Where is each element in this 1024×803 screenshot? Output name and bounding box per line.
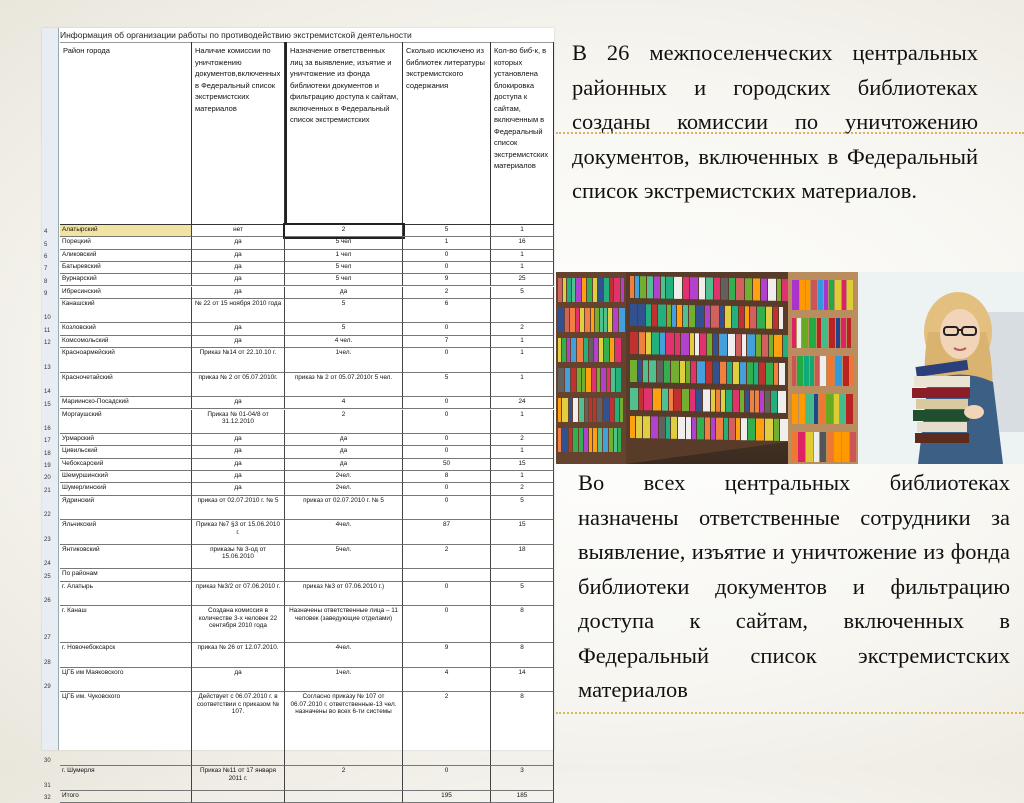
- table-cell-c: 0: [403, 446, 491, 458]
- book-spine: [834, 394, 839, 424]
- table-cell-d: 5: [491, 496, 554, 521]
- table-cell-c: 0: [403, 397, 491, 409]
- table-cell-name: Янтиковский: [60, 545, 192, 570]
- table-cell-b: 2: [285, 766, 403, 791]
- table-cell-c: [403, 569, 491, 581]
- table-cell-name: Красночетайский: [60, 373, 192, 398]
- table-cell-d: 5: [491, 582, 554, 607]
- table-cell-name: Цивильский: [60, 446, 192, 458]
- table-cell-name: Яльчикский: [60, 520, 192, 545]
- table-cell-c: 0: [403, 410, 491, 435]
- table-cell-a: да: [192, 434, 285, 446]
- table-cell-name: Комсомольский: [60, 336, 192, 348]
- book-spine: [842, 432, 849, 462]
- book-spine: [811, 280, 817, 310]
- shelves-illustration: [556, 272, 788, 464]
- table-cell-c: 5: [403, 225, 491, 237]
- header-blocked: Кол-во биб-к, в которых установлена блокировка доступа к сайтам, включенным в Федеральный список экстремистских материалов: [491, 42, 554, 225]
- table-cell-name: г. Алатырь: [60, 582, 192, 607]
- spreadsheet-image: [42, 28, 554, 802]
- book-spine: [806, 432, 813, 462]
- table-cell-name: Итого: [60, 791, 192, 803]
- table-cell-name: Моргаушский: [60, 410, 192, 435]
- row-number: 17: [44, 438, 51, 445]
- row-number: 24: [44, 561, 51, 568]
- book-spine: [847, 280, 853, 310]
- book-spine: [814, 432, 819, 462]
- book-spine: [818, 280, 823, 310]
- book-spine: [802, 318, 808, 348]
- row-number: 11: [44, 327, 51, 334]
- book-spine: [804, 356, 809, 386]
- table-cell-d: 3: [491, 766, 554, 791]
- table-cell-b: 5 чел: [285, 262, 403, 274]
- row-number: 19: [44, 463, 51, 469]
- book-spine: [797, 356, 803, 386]
- table-cell-b: 4чел.: [285, 643, 403, 668]
- table-cell-a: да: [192, 668, 285, 693]
- table-cell-b: приказ №3 от 07.06.2010 г.): [285, 582, 403, 607]
- row-number: 10: [44, 315, 51, 322]
- table-cell-d: [491, 569, 554, 581]
- table-cell-a: да: [192, 250, 285, 262]
- table-cell-c: 2: [403, 545, 491, 570]
- table-cell-c: 0: [403, 323, 491, 335]
- table-cell-name: Урмарский: [60, 434, 192, 446]
- table-cell-name: Шумерлинский: [60, 483, 192, 495]
- book-spine: [814, 394, 818, 424]
- row-number: 7: [44, 266, 48, 273]
- table-cell-name: г. Новочебоксарск: [60, 643, 192, 668]
- book-spine: [792, 394, 798, 424]
- table-cell-name: Аликовский: [60, 250, 192, 262]
- table-cell-d: 1: [491, 348, 554, 373]
- paragraph-responsible-staff: Во всех центральных библиотеках назначены ответственные сотрудники за выявление, изъятие и уничтожение из фонда библиотеки документов и фильтрацию доступа к сайтам, включенных в Федеральный список экстремистских материалов: [578, 470, 1010, 702]
- book-spine: [842, 280, 846, 310]
- table-cell-c: 5: [403, 373, 491, 398]
- table-cell-c: 1: [403, 237, 491, 249]
- table-cell-d: 1: [491, 410, 554, 435]
- book-spine: [827, 356, 834, 386]
- book-spine: [836, 318, 840, 348]
- table-cell-b: 4чел.: [285, 520, 403, 545]
- table-cell-b: приказ № 2 от 05.07.2010г 5 чел.: [285, 373, 403, 398]
- table-cell-name: Красноармейский: [60, 348, 192, 373]
- book-spine: [846, 394, 853, 424]
- book-spine: [826, 394, 833, 424]
- table-cell-a: да: [192, 262, 285, 274]
- table-cell-b: 1 чел: [285, 250, 403, 262]
- row-number: 22: [44, 512, 51, 519]
- table-cell-c: 0: [403, 434, 491, 446]
- table-cell-d: 18: [491, 545, 554, 570]
- table-cell-a: Приказ №7 §3 от 15.06.2010 г.: [192, 520, 285, 545]
- row-numbers-column: [42, 28, 59, 802]
- table-cell-b: 4: [285, 397, 403, 409]
- table-cell-name: Алатырский: [60, 225, 192, 237]
- table-cell-a: да: [192, 483, 285, 495]
- row-number: 8: [44, 278, 48, 285]
- table-cell-name: Батыревский: [60, 262, 192, 274]
- table-cell-d: 15: [491, 459, 554, 471]
- book-spine: [820, 356, 826, 386]
- row-number: 12: [44, 340, 51, 346]
- table-cell-d: 1: [491, 262, 554, 274]
- book-spine: [792, 356, 796, 386]
- row-number: 4: [44, 229, 48, 236]
- table-cell-b: 1чел.: [285, 348, 403, 373]
- row-number: 21: [44, 487, 51, 494]
- table-cell-c: 0: [403, 766, 491, 791]
- table-cell-d: 2: [491, 483, 554, 495]
- table-cell-d: 1: [491, 336, 554, 348]
- divider-dots-bottom: [556, 712, 1024, 714]
- table-cell-c: 9: [403, 643, 491, 668]
- table-cell-d: [491, 299, 554, 324]
- table-cell-a: Приказ №11 от 17 января 2011 г.: [192, 766, 285, 791]
- book-spine: [847, 318, 851, 348]
- header-commission: Наличие комиссии по уничтожению документов,включенных в Федеральный список экстремистских материалов: [192, 42, 285, 225]
- table-cell-name: ЦГБ им. Чуковского: [60, 692, 192, 766]
- table-cell-a: да: [192, 287, 285, 299]
- table-cell-a: нет: [192, 225, 285, 237]
- book-spine: [792, 280, 799, 310]
- header-excluded: Сколько исключено из библиотек литературы экстремистского содержания: [403, 42, 491, 225]
- table-cell-d: 1: [491, 373, 554, 398]
- table-cell-a: да: [192, 471, 285, 483]
- table-cell-c: 2: [403, 287, 491, 299]
- book-spine: [824, 280, 828, 310]
- table-cell-name: Канашский: [60, 299, 192, 324]
- table-cell-c: 2: [403, 692, 491, 766]
- row-number: 9: [44, 290, 48, 297]
- table-cell-a: [192, 791, 285, 803]
- table-cell-d: 2: [491, 323, 554, 335]
- table-cell-c: 0: [403, 483, 491, 495]
- book-spine: [792, 432, 797, 462]
- book-spine: [835, 356, 842, 386]
- library-shelves-photo: [556, 272, 788, 464]
- table-cell-d: 8: [491, 643, 554, 668]
- table-cell-c: 0: [403, 262, 491, 274]
- book-spine: [806, 394, 813, 424]
- book-spine: [835, 280, 841, 310]
- table-cell-a: да: [192, 336, 285, 348]
- book-spine: [850, 356, 854, 386]
- table-cell-c: 7: [403, 336, 491, 348]
- row-number: 15: [44, 401, 51, 408]
- table-cell-c: 8: [403, 471, 491, 483]
- table-cell-b: 5 чел: [285, 237, 403, 249]
- table-cell-b: 4 чел.: [285, 336, 403, 348]
- table-cell-d: 1: [491, 446, 554, 458]
- book-spine: [829, 280, 834, 310]
- table-cell-c: 6: [403, 299, 491, 324]
- table-cell-c: 195: [403, 791, 491, 803]
- table-cell-a: приказы № 3-од от 15.06.2010: [192, 545, 285, 570]
- row-number: 6: [44, 253, 48, 260]
- row-number: 25: [44, 573, 51, 580]
- woman-illustration: [788, 272, 1024, 464]
- table-cell-c: 0: [403, 606, 491, 643]
- table-cell-a: да: [192, 397, 285, 409]
- table-cell-b: 5: [285, 323, 403, 335]
- spreadsheet-title: Информация об организации работы по противодействию экстремистской деятельности: [60, 28, 554, 43]
- book-spine: [799, 394, 805, 424]
- row-number: 23: [44, 536, 51, 543]
- book-spine: [822, 318, 828, 348]
- book-spine: [834, 432, 841, 462]
- table-cell-a: да: [192, 323, 285, 335]
- table-cell-b: Согласно приказу № 107 от 06.07.2010 г. ответственные-13 чел. назначены во всех 6-ти системы: [285, 692, 403, 766]
- table-cell-b: 2: [285, 225, 403, 237]
- book-spine: [792, 318, 796, 348]
- table-cell-b: [285, 569, 403, 581]
- table-cell-name: Ибресинский: [60, 287, 192, 299]
- table-cell-d: 1: [491, 471, 554, 483]
- table-cell-d: 15: [491, 520, 554, 545]
- table-cell-a: Приказ №14 от 22.10.10 г.: [192, 348, 285, 373]
- table-cell-b: 1чел.: [285, 668, 403, 693]
- table-cell-b: 2чел.: [285, 471, 403, 483]
- book-spine: [798, 432, 805, 462]
- row-number: 29: [44, 684, 51, 691]
- table-cell-name: Вурнарский: [60, 274, 192, 286]
- table-cell-d: 8: [491, 606, 554, 643]
- table-cell-b: 5чел.: [285, 545, 403, 570]
- row-number: 5: [44, 241, 48, 248]
- table-cell-a: № 22 от 15 ноября 2010 года: [192, 299, 285, 324]
- book-spine: [800, 280, 805, 310]
- table-cell-b: [285, 791, 403, 803]
- table-cell-d: 8: [491, 692, 554, 766]
- table-cell-a: приказ №3/2 от 07.06.2010 г.: [192, 582, 285, 607]
- table-cell-b: да: [285, 459, 403, 471]
- table-cell-b: да: [285, 446, 403, 458]
- row-number: 16: [44, 426, 51, 433]
- book-spine: [809, 318, 816, 348]
- table-cell-a: да: [192, 237, 285, 249]
- row-number: 18: [44, 450, 51, 457]
- table-cell-d: 2: [491, 434, 554, 446]
- table-cell-a: приказ от 02.07.2010 г. № 5: [192, 496, 285, 521]
- table-cell-name: Мариинско-Посадский: [60, 397, 192, 409]
- row-number: 32: [44, 795, 51, 802]
- table-cell-d: 25: [491, 274, 554, 286]
- row-number: 27: [44, 635, 51, 642]
- table-cell-b: да: [285, 434, 403, 446]
- book-spine: [841, 318, 846, 348]
- book-spine: [810, 356, 814, 386]
- table-cell-name: По районам: [60, 569, 192, 581]
- table-cell-a: да: [192, 274, 285, 286]
- table-cell-a: приказ № 26 от 12.07.2010.: [192, 643, 285, 668]
- table-cell-name: г. Канаш: [60, 606, 192, 643]
- table-cell-a: приказ № 2 от 05.07.2010г.: [192, 373, 285, 398]
- table-cell-a: да: [192, 459, 285, 471]
- header-district: Район города: [60, 42, 192, 225]
- table-cell-c: 0: [403, 348, 491, 373]
- book-spine: [815, 356, 819, 386]
- table-cell-name: Козловский: [60, 323, 192, 335]
- book-spine: [817, 318, 821, 348]
- table-cell-name: Порецкий: [60, 237, 192, 249]
- table-cell-d: 1: [491, 250, 554, 262]
- table-cell-d: 5: [491, 287, 554, 299]
- table-cell-name: Чебоксарский: [60, 459, 192, 471]
- table-cell-c: 0: [403, 496, 491, 521]
- table-cell-d: 1: [491, 225, 554, 237]
- table-cell-b: приказ от 02.07.2010 г. № 5: [285, 496, 403, 521]
- book-spine: [829, 318, 835, 348]
- book-spine: [820, 432, 826, 462]
- header-responsible: Назначение ответственных лиц за выявление, изъятие и уничтожение из фонда библиотеки документов и фильтрацию доступа к сайтам, включенных в Федеральный список экстремистских: [285, 42, 403, 225]
- table-cell-a: [192, 569, 285, 581]
- table-cell-c: 4: [403, 668, 491, 693]
- table-cell-b: 2чел.: [285, 483, 403, 495]
- table-cell-b: 5: [285, 299, 403, 324]
- book-spine: [827, 432, 833, 462]
- table-cell-b: Назначены ответственные лица – 11 человек (заведующие отделами): [285, 606, 403, 643]
- table-cell-a: Приказ № 01-04/8 от 31.12.2010: [192, 410, 285, 435]
- table-cell-a: да: [192, 446, 285, 458]
- table-cell-c: 87: [403, 520, 491, 545]
- paragraph-commissions: В 26 межпоселенческих центральных районных и городских библиотеках созданы комиссии по уничтожению документов, включенных в Федеральный список экстремистских материалов.: [572, 40, 978, 203]
- row-number: 20: [44, 475, 51, 482]
- woman-with-books-photo: [788, 272, 1024, 464]
- row-number: 30: [44, 758, 51, 765]
- book-spine: [850, 432, 856, 462]
- book-spine: [840, 394, 845, 424]
- table-cell-b: 2: [285, 410, 403, 435]
- row-number: 26: [44, 598, 51, 605]
- book-spine: [806, 280, 810, 310]
- row-number: 13: [44, 364, 51, 371]
- table-cell-b: 5 чел: [285, 274, 403, 286]
- table-cell-a: Создана комиссия в количестве 3-х человек 22 сентября 2010 года: [192, 606, 285, 643]
- table-cell-d: 185: [491, 791, 554, 803]
- book-spine: [797, 318, 801, 348]
- table-cell-name: Шемуршинский: [60, 471, 192, 483]
- row-number: 31: [44, 782, 51, 789]
- table-cell-c: 0: [403, 582, 491, 607]
- book-spine: [819, 394, 825, 424]
- row-number: 14: [44, 389, 51, 396]
- table-cell-c: 50: [403, 459, 491, 471]
- row-number: 28: [44, 659, 51, 666]
- table-cell-c: 9: [403, 274, 491, 286]
- table-cell-b: да: [285, 287, 403, 299]
- table-cell-d: 16: [491, 237, 554, 249]
- table-cell-d: 14: [491, 668, 554, 693]
- book-spine: [843, 356, 849, 386]
- table-cell-c: 0: [403, 250, 491, 262]
- table-cell-name: г. Шумерля: [60, 766, 192, 791]
- table-cell-d: 24: [491, 397, 554, 409]
- table-cell-name: ЦГБ им Маяковского: [60, 668, 192, 693]
- table-cell-a: Действует с 06.07.2010 г. в соответствии с приказом № 107.: [192, 692, 285, 766]
- table-cell-name: Ядринский: [60, 496, 192, 521]
